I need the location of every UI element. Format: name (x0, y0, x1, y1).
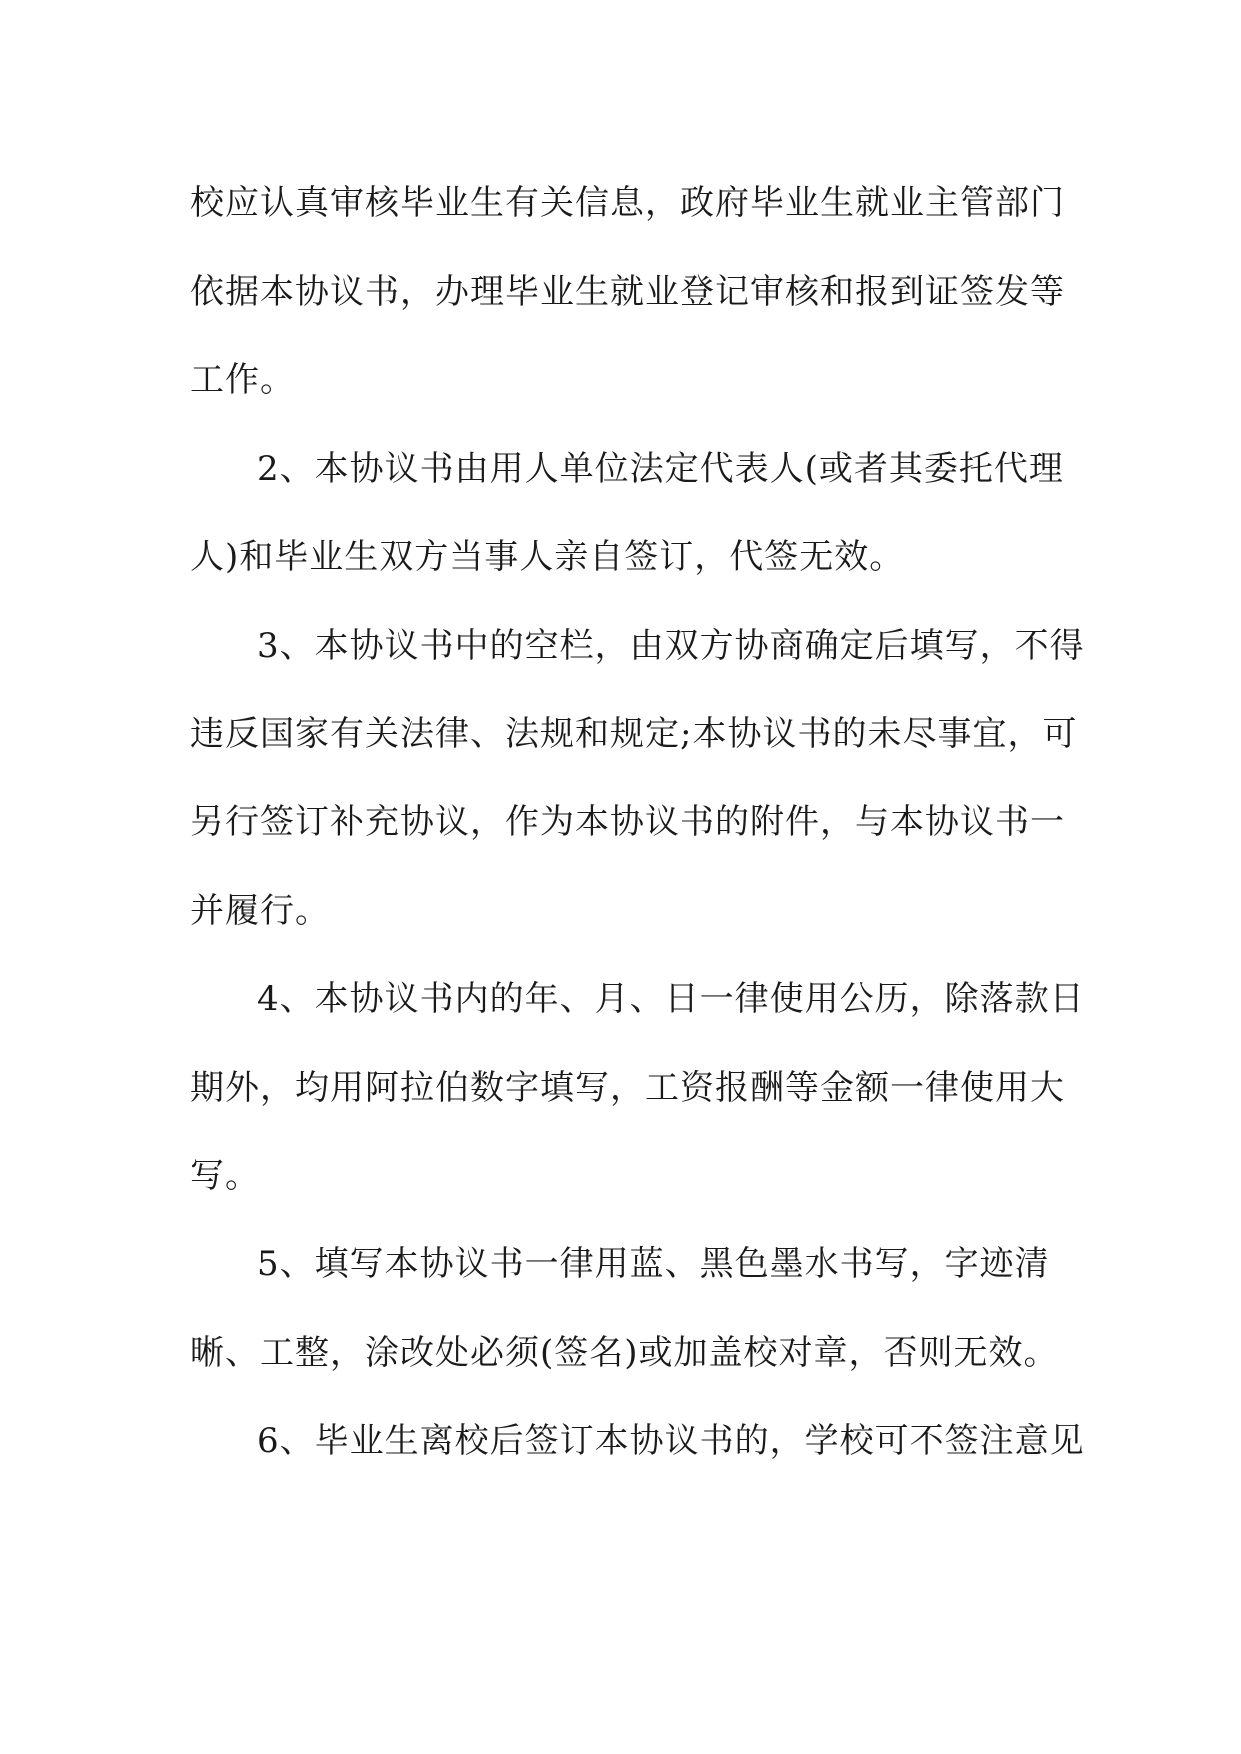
paragraph-line: 并履行。 (190, 891, 330, 931)
paragraph-line: 写。 (190, 1156, 260, 1196)
paragraph-line: 工作。 (190, 360, 295, 400)
paragraph-line: 违反国家有关法律、法规和规定;本协议书的未尽事宜，可 (190, 714, 1078, 754)
paragraph-line: 5、填写本协议书一律用蓝、黑色墨水书写，字迹清 (257, 1244, 1050, 1284)
paragraph-line: 6、毕业生离校后签订本协议书的，学校可不签注意见 (257, 1421, 1085, 1461)
paragraph-line: 另行签订补充协议，作为本协议书的附件，与本协议书一 (190, 802, 1065, 842)
paragraph-line: 人)和毕业生双方当事人亲自签订，代签无效。 (190, 537, 905, 577)
paragraph-line: 2、本协议书由用人单位法定代表人(或者其委托代理 (257, 449, 1064, 489)
paragraph-line: 依据本协议书，办理毕业生就业登记审核和报到证签发等 (190, 272, 1065, 312)
paragraph-line: 4、本协议书内的年、月、日一律使用公历，除落款日 (257, 979, 1085, 1019)
paragraph-line: 晰、工整，涂改处必须(签名)或加盖校对章，否则无效。 (190, 1333, 1059, 1373)
paragraph-line: 3、本协议书中的空栏，由双方协商确定后填写，不得 (257, 626, 1085, 666)
paragraph-line: 校应认真审核毕业生有关信息，政府毕业生就业主管部门 (190, 183, 1065, 223)
paragraph-line: 期外，均用阿拉伯数字填写，工资报酬等金额一律使用大 (190, 1068, 1065, 1108)
